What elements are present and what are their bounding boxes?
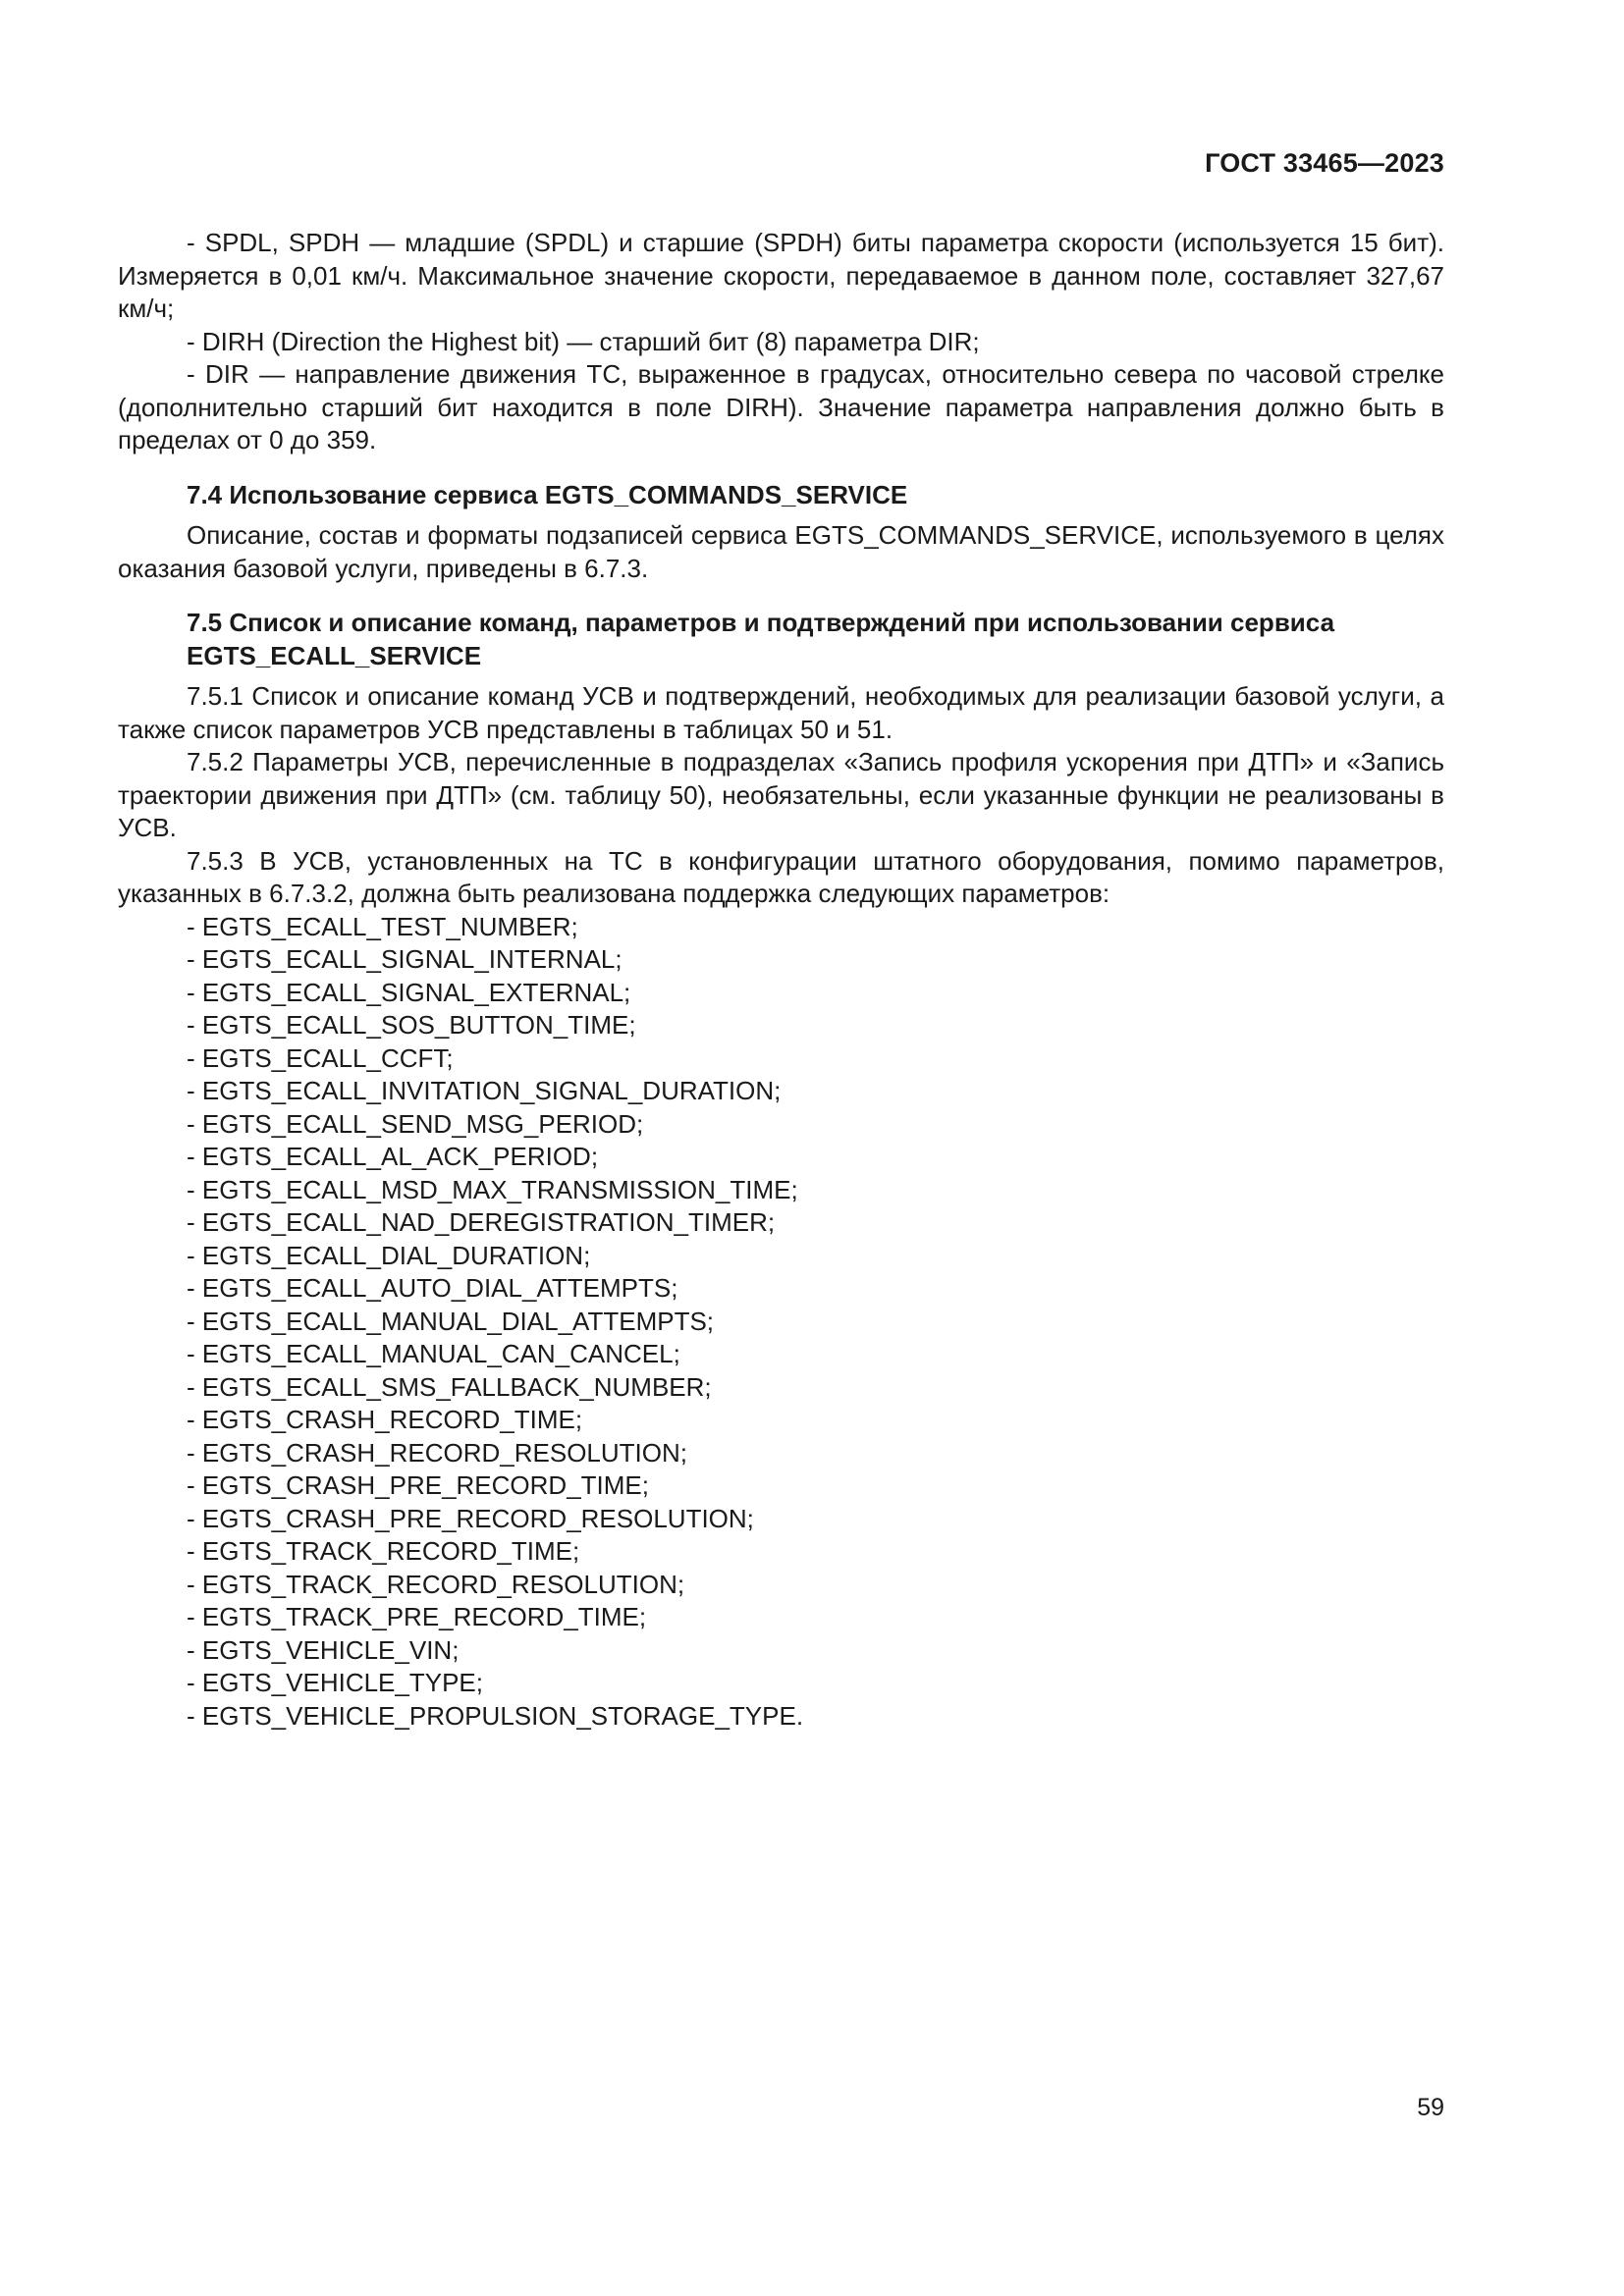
page-content — [118, 227, 1444, 1733]
paragraph-dir: - DIR — направление движения ТС, выраженное в градусах, относительно севера по часовой стрелке (дополнительно старший бит находится в поле DIRH). Значение параметра направления должно быть в пределах от 0 до 359. — [118, 359, 1444, 454]
list-item: - EGTS_ECALL_AL_ACK_PERIOD; — [187, 1142, 599, 1171]
section-7-4-title: 7.4 Использование сервиса EGTS_COMMANDS_SERVICE — [187, 479, 908, 509]
list-item: - EGTS_ECALL_SEND_MSG_PERIOD; — [187, 1108, 644, 1139]
list-item: - EGTS_ECALL_NAD_DEREGISTRATION_TIMER; — [187, 1207, 776, 1237]
paragraph-dirh: - DIRH (Direction the Highest bit) — старший бит (8) параметра DIR; — [187, 326, 980, 356]
list-item: - EGTS_ECALL_SOS_BUTTON_TIME; — [187, 1010, 636, 1040]
list-item: - EGTS_ECALL_MANUAL_DIAL_ATTEMPTS; — [187, 1306, 715, 1336]
list-item: - EGTS_ECALL_SIGNAL_EXTERNAL; — [187, 977, 631, 1007]
list-item: - EGTS_ECALL_SMS_FALLBACK_NUMBER; — [187, 1371, 712, 1402]
section-7-4-text: Описание, состав и форматы подзаписей сервиса EGTS_COMMANDS_SERVICE, используемого в целях оказания базовой услуги, приведены в 6.7.3. — [118, 520, 1444, 583]
parameter-list — [118, 911, 1444, 1734]
list-item: - EGTS_ECALL_SIGNAL_INTERNAL; — [187, 944, 623, 974]
page-number: 59 — [1417, 2094, 1444, 2121]
paragraph-7-5-2: 7.5.2 Параметры УСВ, перечисленные в подразделах «Запись профиля ускорения при ДТП» и «Запись траектории движения при ДТП» (см. таблицу 50), необязательны, если указанные функции не реализованы в УСВ. — [118, 747, 1444, 842]
document-code-header: ГОСТ 33465—2023 — [1205, 148, 1444, 178]
list-item: - EGTS_ECALL_MSD_MAX_TRANSMISSION_TIME; — [187, 1174, 798, 1204]
list-item: - EGTS_TRACK_RECORD_TIME; — [187, 1536, 580, 1566]
list-item: - EGTS_CRASH_PRE_RECORD_TIME; — [187, 1470, 649, 1500]
paragraph-7-5-3: 7.5.3 В УСВ, установленных на ТС в конфигурации штатного оборудования, помимо параметров, указанных в 6.7.3.2, должна быть реализована поддержка следующих параметров: — [118, 845, 1444, 908]
list-item: - EGTS_TRACK_RECORD_RESOLUTION; — [187, 1569, 685, 1599]
list-item: - EGTS_ECALL_AUTO_DIAL_ATTEMPTS; — [187, 1273, 678, 1303]
list-item: - EGTS_TRACK_PRE_RECORD_TIME; — [187, 1602, 647, 1631]
list-item: - EGTS_CRASH_RECORD_RESOLUTION; — [187, 1437, 687, 1468]
list-item: - EGTS_VEHICLE_TYPE; — [187, 1668, 483, 1697]
list-item: - EGTS_CRASH_RECORD_TIME; — [187, 1405, 583, 1434]
list-item: - EGTS_CRASH_PRE_RECORD_RESOLUTION; — [187, 1503, 754, 1533]
list-item: - EGTS_ECALL_MANUAL_CAN_CANCEL; — [187, 1339, 680, 1368]
list-item: - EGTS_ECALL_DIAL_DURATION; — [187, 1240, 591, 1270]
list-item: - EGTS_VEHICLE_VIN; — [187, 1634, 460, 1665]
list-item: - EGTS_ECALL_INVITATION_SIGNAL_DURATION; — [187, 1076, 782, 1105]
section-7-5-title: 7.5 Список и описание команд, параметров и подтверждений при использовании сервиса EGTS_ECALL_SERVICE — [187, 608, 1335, 670]
list-item: - EGTS_ECALL_TEST_NUMBER; — [187, 911, 578, 941]
paragraph-spdl-spdh: - SPDL, SPDH — младшие (SPDL) и старшие (SPDH) биты параметра скорости (используется 15 бит). Измеряется в 0,01 км/ч. Максимальное значение скорости, передаваемое в данном поле, составляет 327,67 км/ч; — [118, 228, 1444, 323]
list-item: - EGTS_VEHICLE_PROPULSION_STORAGE_TYPE. — [187, 1700, 804, 1731]
paragraph-7-5-1: 7.5.1 Список и описание команд УСВ и подтверждений, необходимых для реализации базовой услуги, а также список параметров УСВ представлены в таблицах 50 и 51. — [118, 681, 1444, 744]
list-item: - EGTS_ECALL_CCFT; — [187, 1042, 454, 1073]
